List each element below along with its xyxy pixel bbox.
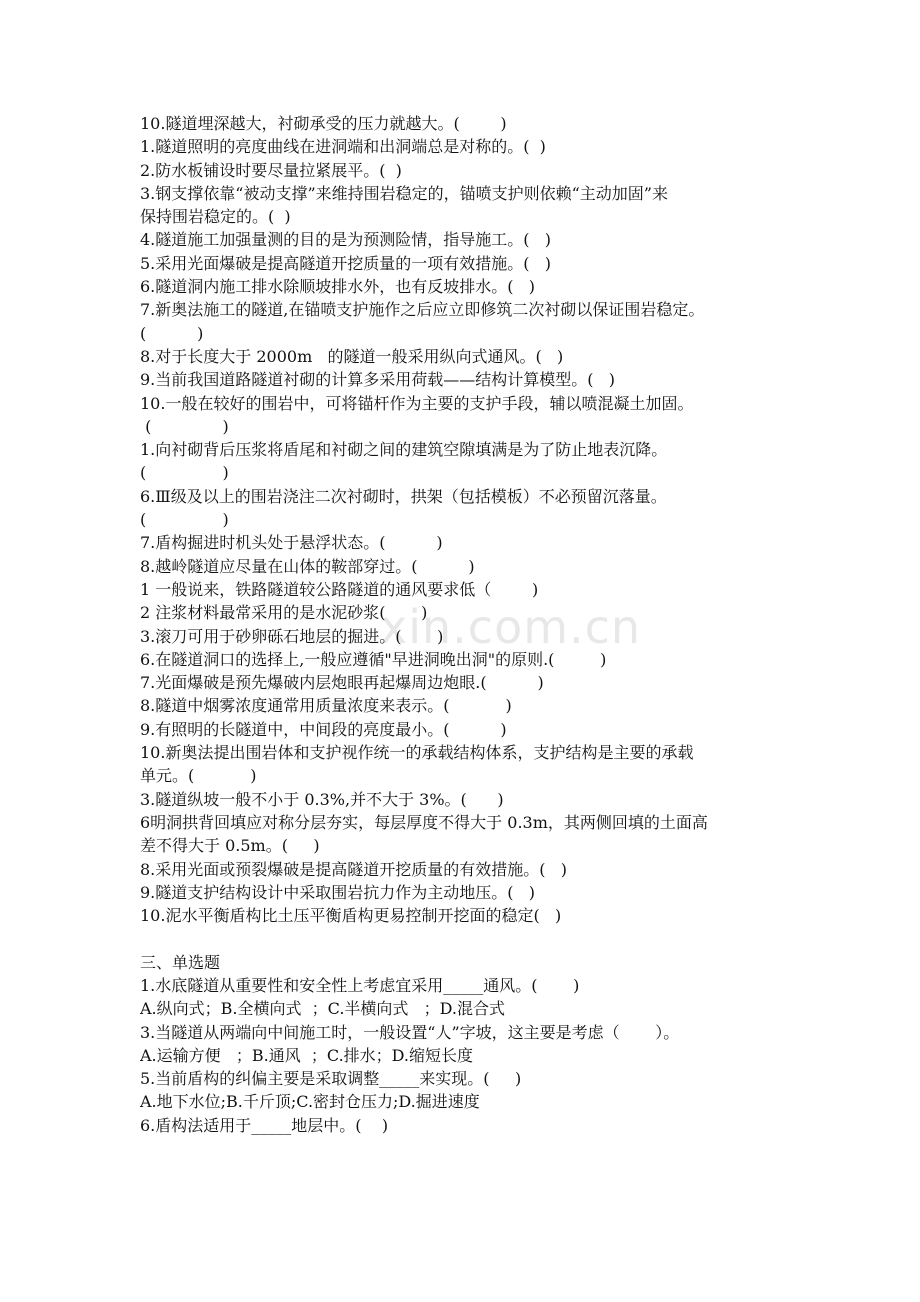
question-line: 5.采用光面爆破是提高隧道开挖质量的一项有效措施。( ) <box>140 253 552 273</box>
question-line: 差不得大于 0.5m。( ) <box>140 836 320 856</box>
question-line: 6.隧道洞内施工排水除顺坡排水外，也有反坡排水。( ) <box>140 277 536 297</box>
question-line: 10.泥水平衡盾构比土压平衡盾构更易控制开挖面的稳定( ) <box>140 906 562 926</box>
question-line: 6.Ⅲ级及以上的围岩浇注二次衬砌时，拱架（包括模板）不必预留沉落量。 <box>140 486 667 506</box>
question-line: 8.隧道中烟雾浓度通常用质量浓度来表示。( ) <box>140 696 512 716</box>
question-line: 4.隧道施工加强量测的目的是为预测险情，指导施工。( ) <box>140 230 552 250</box>
question-line: ( ) <box>140 323 204 343</box>
question-line: A.运输方便 ；B.通风 ；C.排水；D.缩短长度 <box>140 1045 474 1065</box>
single-choice-section <box>140 974 792 1137</box>
question-line: 5.当前盾构的纠偏主要是采取调整_____来实现。( ) <box>140 1069 522 1089</box>
question-line: ( ) <box>140 463 229 483</box>
question-line: 9.当前我国道路隧道衬砌的计算多采用荷载——结构计算模型。( ) <box>140 370 616 390</box>
document-page <box>140 112 792 1137</box>
question-line: 7.盾构掘进时机头处于悬浮状态。( ) <box>140 533 443 553</box>
question-line: 7.光面爆破是预先爆破内层炮眼再起爆周边炮眼.( ) <box>140 673 544 693</box>
question-line: 2 注浆材料最常采用的是水泥砂浆( ) <box>140 603 428 623</box>
question-line: 1.向衬砌背后压浆将盾尾和衬砌之间的建筑空隙填满是为了防止地表沉降。 <box>140 440 668 460</box>
question-line: 保持围岩稳定的。( ) <box>140 207 291 227</box>
question-line: 8.对于长度大于 2000m 的隧道一般采用纵向式通风。( ) <box>140 346 564 366</box>
question-line: 2.防水板铺设时要尽量拉紧展平。( ) <box>140 160 402 180</box>
watermark: xin.com.cn <box>380 600 642 654</box>
question-line: 3.钢支撑依靠“被动支撑”来维持围岩稳定的，锚喷支护则依赖“主动加固”来 <box>140 183 668 203</box>
question-line: 3.隧道纵坡一般不小于 0.3%,并不大于 3%。( ) <box>140 789 504 809</box>
question-line: 1 一般说来，铁路隧道较公路隧道的通风要求低（ ) <box>140 579 539 599</box>
question-line: 9.隧道支护结构设计中采取围岩抗力作为主动地压。( ) <box>140 882 536 902</box>
question-line: A.地下水位;B.千斤顶;C.密封仓压力;D.掘进速度 <box>140 1092 480 1112</box>
section-heading-single-choice: 三、单选题 <box>140 952 221 972</box>
question-line: 10.一般在较好的围岩中，可将锚杆作为主要的支护手段，辅以喷混凝土加固。 <box>140 393 694 413</box>
question-line: ( ) <box>140 510 229 530</box>
question-line: 10.隧道埋深越大，衬砌承受的压力就越大。( ) <box>140 114 507 133</box>
question-line: A.纵向式；B.全横向式 ；C.半横向式 ；D.混合式 <box>140 999 506 1019</box>
true-false-section <box>140 112 792 927</box>
question-line: 6.在隧道洞口的选择上,一般应遵循"早进洞晚出洞"的原则.( ) <box>140 649 607 669</box>
section-gap <box>140 927 792 950</box>
question-line: 单元。( ) <box>140 766 257 786</box>
question-line: 1.水底隧道从重要性和安全性上考虑宜采用_____通风。( ) <box>140 975 580 995</box>
question-line: 7.新奥法施工的隧道,在锚喷支护施作之后应立即修筑二次衬砌以保证围岩稳定。 <box>140 300 705 320</box>
question-line: 9.有照明的长隧道中，中间段的亮度最小。( ) <box>140 719 507 739</box>
question-line: 6.盾构法适用于_____地层中。( ) <box>140 1115 389 1135</box>
question-line: 1.隧道照明的亮度曲线在进洞端和出洞端总是对称的。( ) <box>140 137 546 157</box>
question-line: 6明洞拱背回填应对称分层夯实，每层厚度不得大于 0.3m，其两侧回填的土面高 <box>140 812 708 832</box>
question-line: ( ) <box>140 416 229 436</box>
question-line: 10.新奥法提出围岩体和支护视作统一的承载结构体系，支护结构是主要的承载 <box>140 743 694 763</box>
question-line: 3.当隧道从两端向中间施工时，一般设置“人”字坡，这主要是考虑（ ）。 <box>140 1022 680 1042</box>
question-line: 8.采用光面或预裂爆破是提高隧道开挖质量的有效措施。( ) <box>140 859 568 879</box>
question-line: 3.滚刀可用于砂卵砾石地层的掘进。( ) <box>140 626 444 646</box>
question-line: 8.越岭隧道应尽量在山体的鞍部穿过。( ) <box>140 556 475 576</box>
